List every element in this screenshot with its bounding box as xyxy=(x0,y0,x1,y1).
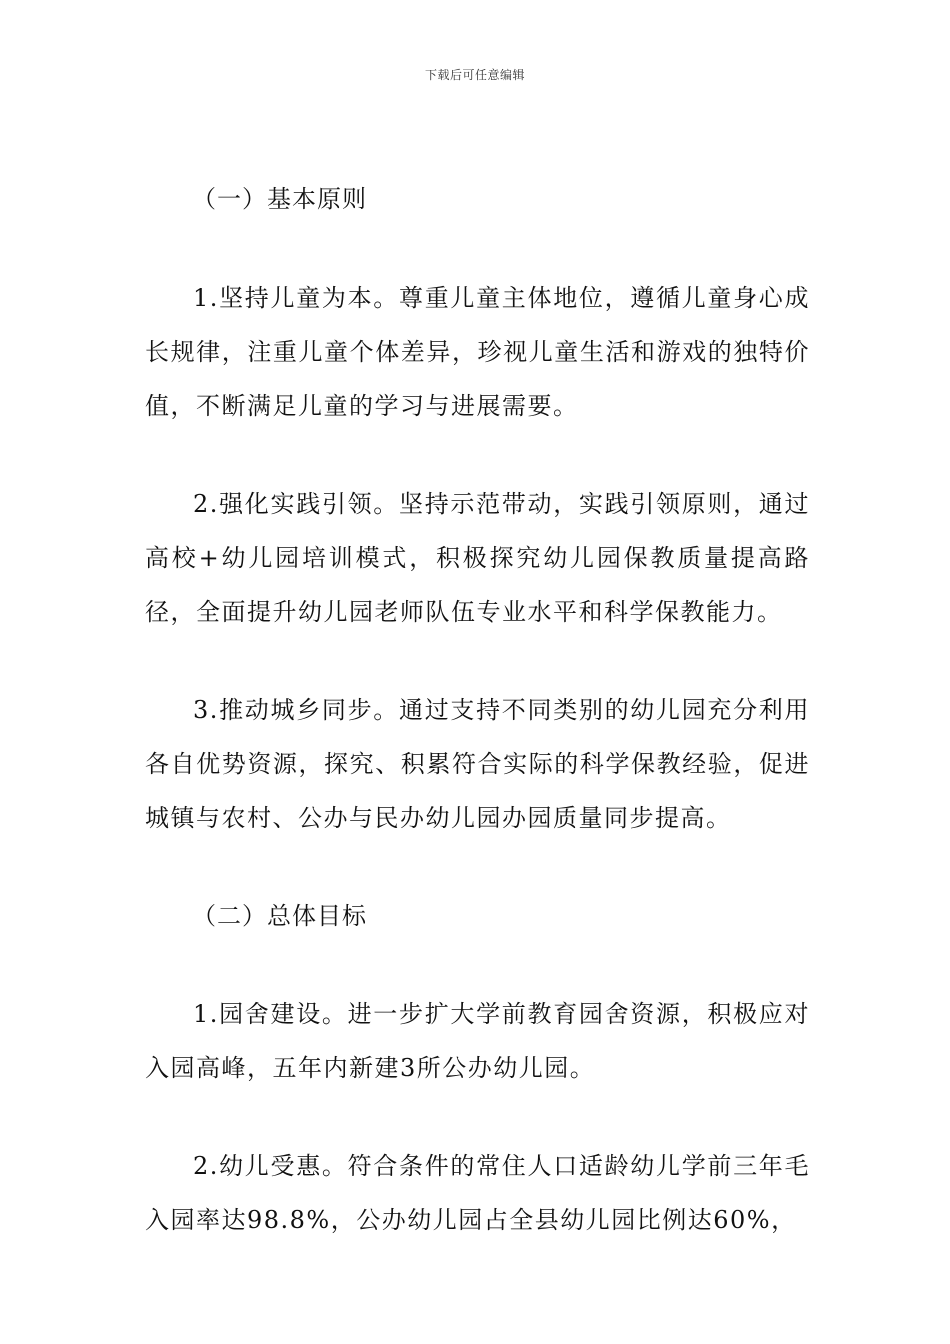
spacer xyxy=(145,845,810,889)
principle-item-2: 2.强化实践引领。坚持示范带动，实践引领原则，通过高校+幼儿园培训模式，积极探究幼儿园保教质量提高路径，全面提升幼儿园老师队伍专业水平和科学保教能力。 xyxy=(145,490,810,626)
goal-item-2: 2.幼儿受惠。符合条件的常住人口适龄幼儿学前三年毛入园率达98.8%，公办幼儿园占全县幼儿园比例达60%， xyxy=(145,1152,810,1234)
principle-item-3: 3.推动城乡同步。通过支持不同类别的幼儿园充分利用各自优势资源，探究、积累符合实际的科学保教经验，促进城镇与农村、公办与民办幼儿园办园质量同步提高。 xyxy=(145,696,810,832)
spacer xyxy=(145,226,810,271)
principle-item-1: 1.坚持儿童为本。尊重儿童主体地位，遵循儿童身心成长规律，注重儿童个体差异，珍视儿童生活和游戏的独特价值，不断满足儿童的学习与进展需要。 xyxy=(145,284,810,420)
section-heading-overall-goals: （二）总体目标 xyxy=(192,902,367,930)
spacer xyxy=(145,433,810,477)
goal-item-1: 1.园舍建设。进一步扩大学前教育园舍资源，积极应对入园高峰，五年内新建3所公办幼儿园。 xyxy=(145,1000,810,1082)
spacer xyxy=(145,943,810,987)
spacer xyxy=(145,1095,810,1139)
page-header-note: 下载后可任意编辑 xyxy=(424,68,525,82)
spacer xyxy=(145,639,810,683)
section-heading-basic-principles: （一）基本原则 xyxy=(192,185,367,213)
document-body xyxy=(145,172,810,1247)
